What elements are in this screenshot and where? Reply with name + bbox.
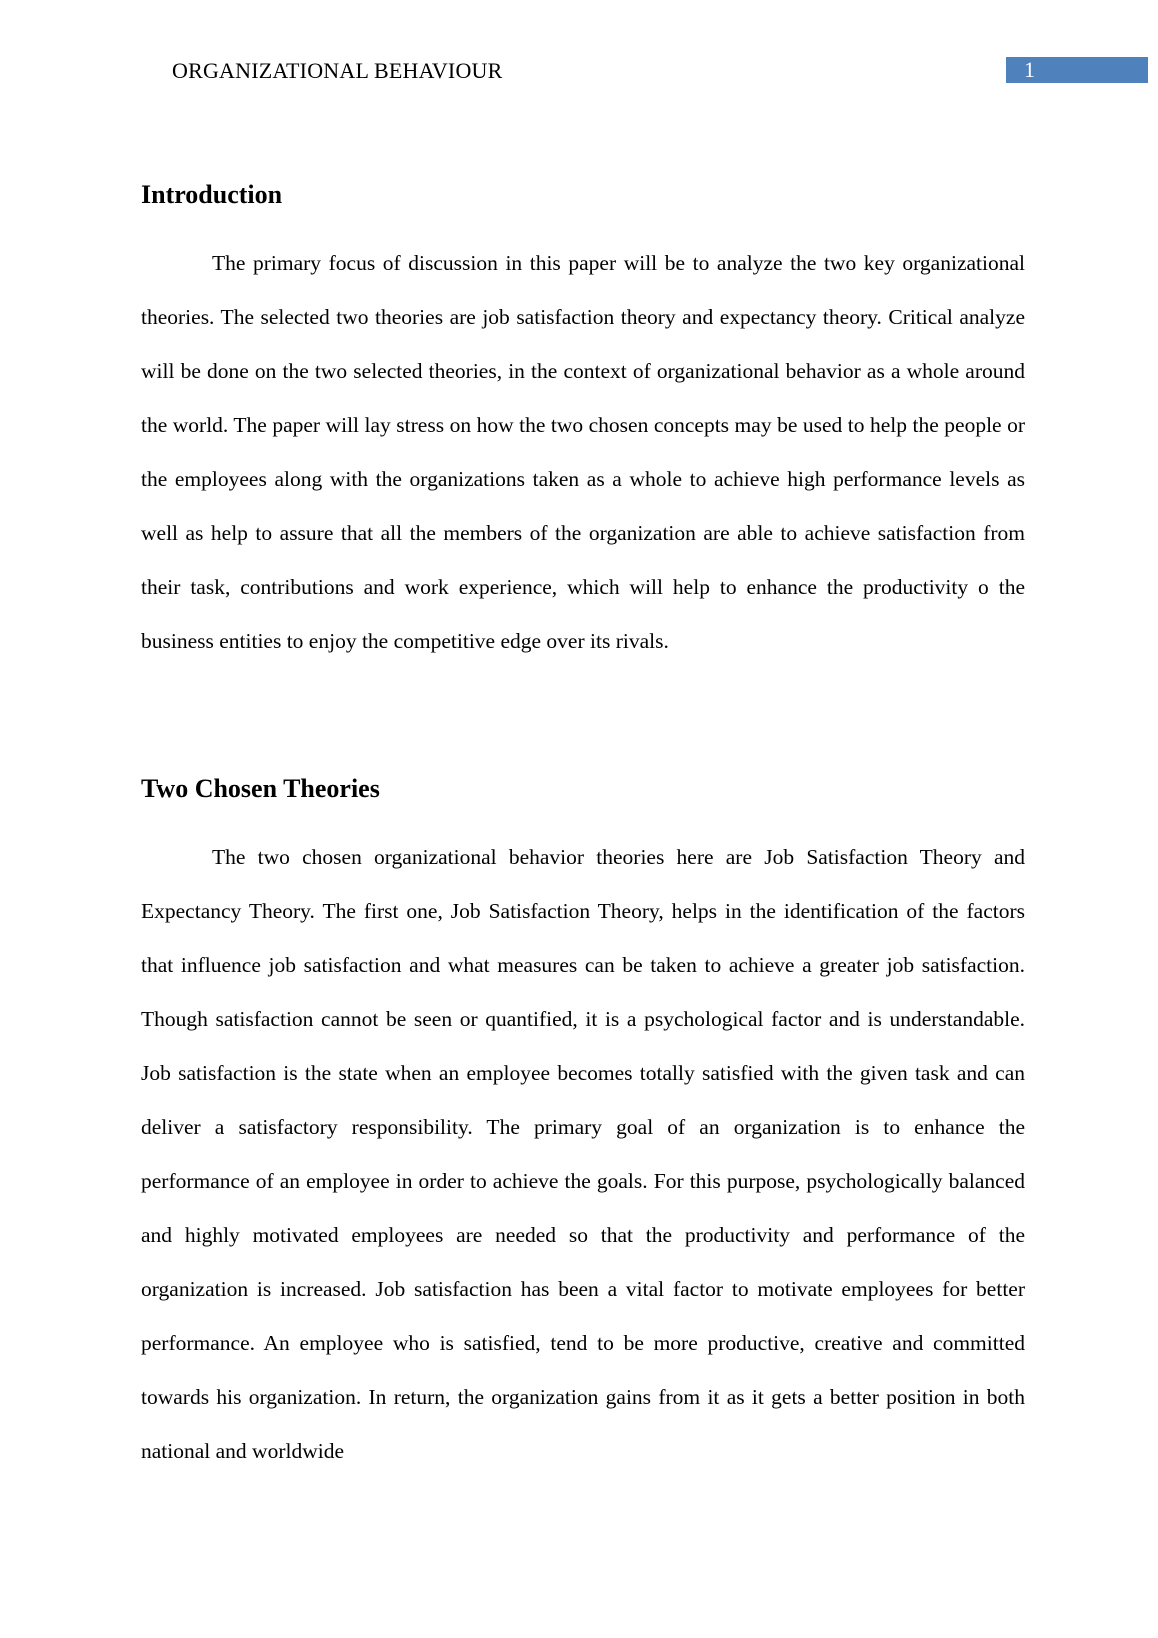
- page-number-badge: [1006, 57, 1148, 83]
- two-chosen-theories-paragraph: The two chosen organizational behavior theories here are Job Satisfaction Theory and Expectancy Theory. The first one, Job Satisfaction Theory, helps in the identification of the factors that influence job satisfaction and what measures can be taken to achieve a greater job satisfaction. Though satisfaction cannot be seen or quantified, it is a psychological factor and is understandable. Job satisfaction is the state when an employee becomes totally satisfied with the given task and can deliver a satisfactory responsibility. The primary goal of an organization is to enhance the performance of an employee in order to achieve the goals. For this purpose, psychologically balanced and highly motivated employees are needed so that the productivity and performance of the organization is increased. Job satisfaction has been a vital factor to motivate employees for better performance. An employee who is satisfied, tend to be more productive, creative and committed towards his organization. In return, the organization gains from it as it gets a better position in both national and worldwide: [141, 845, 1025, 1463]
- section-heading-introduction: Introduction: [141, 180, 283, 209]
- section-heading-two-chosen-theories: Two Chosen Theories: [141, 774, 380, 803]
- page-number: 1: [1024, 57, 1035, 82]
- running-head: ORGANIZATIONAL BEHAVIOUR: [172, 58, 503, 83]
- introduction-paragraph: The primary focus of discussion in this paper will be to analyze the two key organizational theories. The selected two theories are job satisfaction theory and expectancy theory. Critical analyze will be done on the two selected theories, in the context of organizational behavior as a whole around the world. The paper will lay stress on how the two chosen concepts may be used to help the people or the employees along with the organizations taken as a whole to achieve high performance levels as well as help to assure that all the members of the organization are able to achieve satisfaction from their task, contributions and work experience, which will help to enhance the productivity o the business entities to enjoy the competitive edge over its rivals.: [141, 251, 1025, 653]
